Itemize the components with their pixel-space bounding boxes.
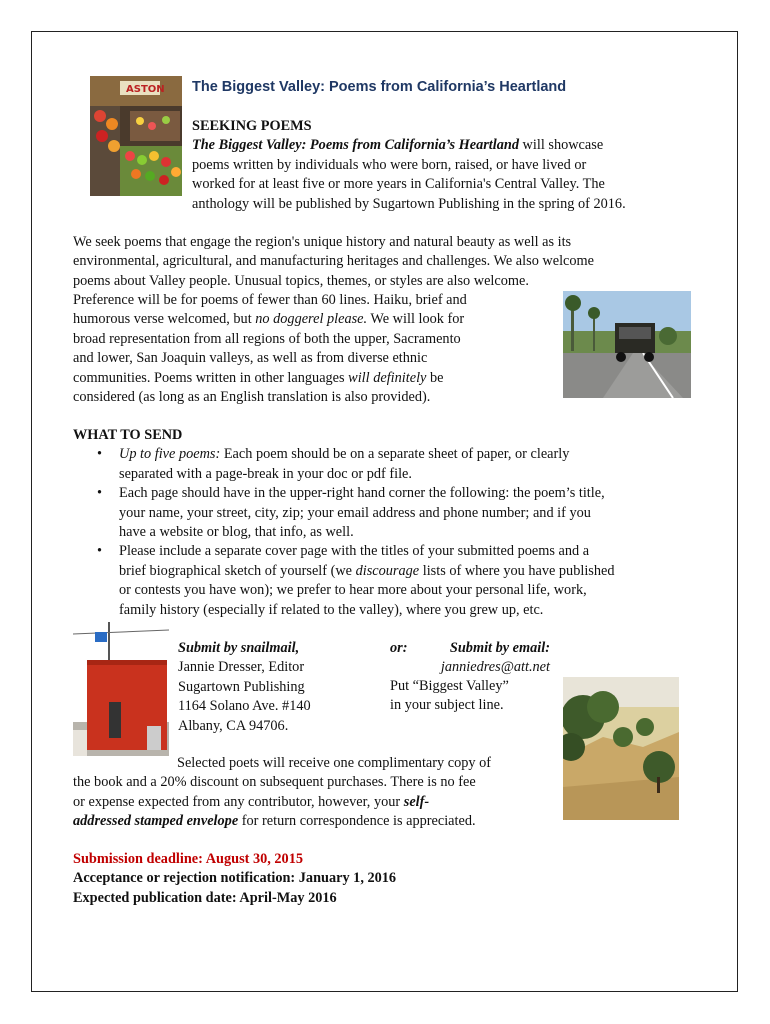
produce-market-photo <box>90 76 182 196</box>
email-heading: Submit by email: <box>449 640 550 656</box>
publication-date: Expected publication date: April-May 2016 <box>73 889 337 906</box>
road-truck-photo <box>563 291 691 398</box>
list-item: • Please include a separate cover page with the titles of your submitted poems and a brief biographical sketch of yourself (we discourage lists of where you have published or contests you have won); we prefer to hear more about your personal life, work, family history (especially if related to the valley), where you grew up, etc. <box>73 542 713 620</box>
closing-paragraph: Selected poets will receive one complimentary copy of the book and a 20% discount on subsequent purchases. There is no fee or expense expected from any contributor, however, your self- addressed stamped envelope for return correspondence is appreciated. <box>73 755 492 830</box>
email-block <box>390 639 550 678</box>
snailmail-block: Submit by snailmail, Jannie Dresser, Editor Sugartown Publishing 1164 Solano Ave. #140 Albany, CA 94706. <box>178 639 388 736</box>
intro-block: SEEKING POEMS The Biggest Valley: Poems from California’s Heartland will showcase poems written by individuals who were born, raised, or have lived or worked for at least five or more years in California's Central Valley. The anthology will be published by Sugartown Publishing in the spring of 2016. <box>192 117 712 214</box>
requirements-list <box>73 445 713 620</box>
email-instructions: Put “Biggest Valley” in your subject line. <box>390 678 509 714</box>
red-building-photo <box>73 622 169 756</box>
what-to-send-section <box>73 426 713 620</box>
paragraph-preferences: Preference will be for poems of fewer than 60 lines. Haiku, brief and humorous verse welcomed, but no doggerel please. We will look for broad representation from all regions of both the upper, Sacramento and lower, San Joaquin valleys, as well as from diverse ethnic communities. Poems written in other languages will definitely be considered (as long as an English translation is also provided). <box>73 292 467 406</box>
or-label: or: <box>390 640 408 656</box>
submission-deadline: Submission deadline: August 30, 2015 <box>73 851 304 867</box>
seeking-heading: SEEKING POEMS <box>192 118 312 134</box>
editor-name: Jannie Dresser, Editor <box>178 659 305 676</box>
list-item: • Each page should have in the upper-right hand corner the following: the poem’s title, your name, your street, city, zip; your email address and phone number; and if you have a website or blog, that info, as well. <box>73 484 713 542</box>
paragraph-topics: We seek poems that engage the region's unique history and natural beauty as well as its environmental, agricultural, and manufacturing heritages and challenges. We also welcome poems about Valley people. Unusual topics, themes, or styles are also welcome. <box>73 234 595 289</box>
flyer-title: The Biggest Valley: Poems from California’s Heartland <box>192 79 567 95</box>
intro-book-title: The Biggest Valley: Poems from California’s Heartland <box>192 137 519 154</box>
svg-text:ASTON: ASTON <box>126 84 165 95</box>
what-to-send-heading: WHAT TO SEND <box>73 427 183 443</box>
snailmail-heading: Submit by snailmail, <box>178 640 300 656</box>
notification-date: Acceptance or rejection notification: January 1, 2016 <box>73 870 397 887</box>
email-address-link[interactable]: janniedres@att.net <box>440 659 550 676</box>
dates-block <box>73 850 633 908</box>
list-item: • Up to five poems: Each poem should be on a separate sheet of paper, or clearly separated with a page-break in your doc or pdf file. <box>73 445 713 484</box>
